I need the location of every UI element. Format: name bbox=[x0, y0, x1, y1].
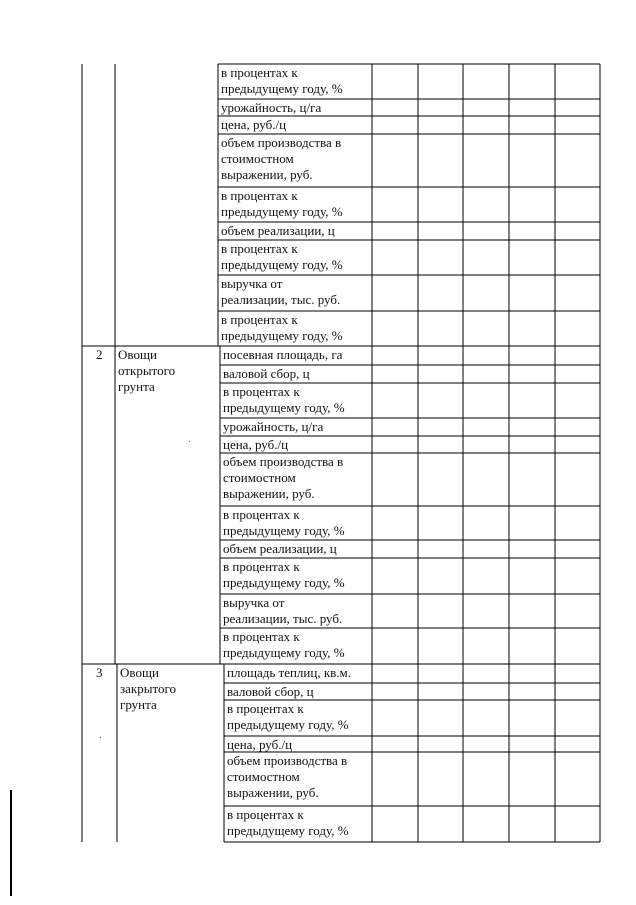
indicator-label-line: предыдущему году, % bbox=[221, 257, 343, 272]
indicator-label-line: объем реализации, ц bbox=[221, 223, 335, 238]
indicator-label-line: в процентах к bbox=[223, 629, 300, 644]
indicator-label-line: предыдущему году, % bbox=[223, 400, 345, 415]
indicator-label-line: валовой сбор, ц bbox=[227, 684, 314, 699]
indicator-label-line: выражении, руб. bbox=[227, 785, 319, 800]
scan-speck bbox=[100, 737, 101, 738]
indicator-label-line: цена, руб./ц bbox=[221, 117, 287, 132]
indicator-label-line: валовой сбор, ц bbox=[223, 366, 310, 381]
indicator-label-line: предыдущему году, % bbox=[223, 645, 345, 660]
indicator-label-line: урожайность, ц/га bbox=[223, 419, 324, 434]
margin-bar bbox=[10, 790, 12, 896]
indicator-label-line: предыдущему году, % bbox=[221, 81, 343, 96]
group-name-line: Овощи bbox=[120, 665, 159, 680]
indicator-label-line: в процентах к bbox=[221, 312, 298, 327]
indicator-label-line: урожайность, ц/га bbox=[221, 100, 322, 115]
indicator-label-line: объем производства в bbox=[221, 135, 342, 150]
indicator-label-line: реализации, тыс. руб. bbox=[221, 292, 341, 307]
indicator-label-line: выручка от bbox=[221, 276, 283, 291]
indicator-label-line: выручка от bbox=[223, 595, 285, 610]
indicator-label-line: предыдущему году, % bbox=[227, 823, 349, 838]
indicator-label-line: в процентах к bbox=[223, 384, 300, 399]
indicator-label-line: объем производства в bbox=[223, 454, 344, 469]
indicator-label-line: посевная площадь, га bbox=[223, 347, 343, 362]
group-name-line: закрытого bbox=[120, 681, 176, 696]
indicator-label-line: предыдущему году, % bbox=[221, 328, 343, 343]
indicator-label-line: предыдущему году, % bbox=[223, 575, 345, 590]
indicator-label-line: в процентах к bbox=[227, 807, 304, 822]
group-name-line: грунта bbox=[120, 697, 157, 712]
indicator-label-line: площадь теплиц, кв.м. bbox=[227, 665, 352, 680]
row-number: 3 bbox=[96, 665, 103, 680]
indicator-label-line: в процентах к bbox=[221, 241, 298, 256]
group-name-line: грунта bbox=[118, 379, 155, 394]
group-name-line: открытого bbox=[118, 363, 176, 378]
indicator-label-line: в процентах к bbox=[221, 188, 298, 203]
indicator-label-line: выражении, руб. bbox=[221, 167, 313, 182]
indicator-label-line: в процентах к bbox=[223, 559, 300, 574]
indicator-label-line: в процентах к bbox=[227, 701, 304, 716]
indicator-label-line: предыдущему году, % bbox=[223, 523, 345, 538]
indicator-label-line: стоимостном bbox=[227, 769, 300, 784]
row-number: 2 bbox=[96, 347, 103, 362]
indicator-label-line: цена, руб./ц bbox=[227, 737, 293, 752]
indicator-label-line: объем реализации, ц bbox=[223, 541, 337, 556]
indicator-label-line: реализации, тыс. руб. bbox=[223, 611, 343, 626]
indicator-label-line: стоимостном bbox=[221, 151, 294, 166]
indicator-label-line: выражении, руб. bbox=[223, 486, 315, 501]
indicator-label-line: предыдущему году, % bbox=[221, 204, 343, 219]
group-name-line: Овощи bbox=[118, 347, 157, 362]
indicator-label-line: цена, руб./ц bbox=[223, 437, 289, 452]
indicator-label-line: объем производства в bbox=[227, 753, 348, 768]
scan-speck bbox=[189, 441, 190, 442]
indicator-label-line: в процентах к bbox=[223, 507, 300, 522]
indicator-label-line: предыдущему году, % bbox=[227, 717, 349, 732]
indicator-label-line: стоимостном bbox=[223, 470, 296, 485]
indicator-label-line: в процентах к bbox=[221, 65, 298, 80]
